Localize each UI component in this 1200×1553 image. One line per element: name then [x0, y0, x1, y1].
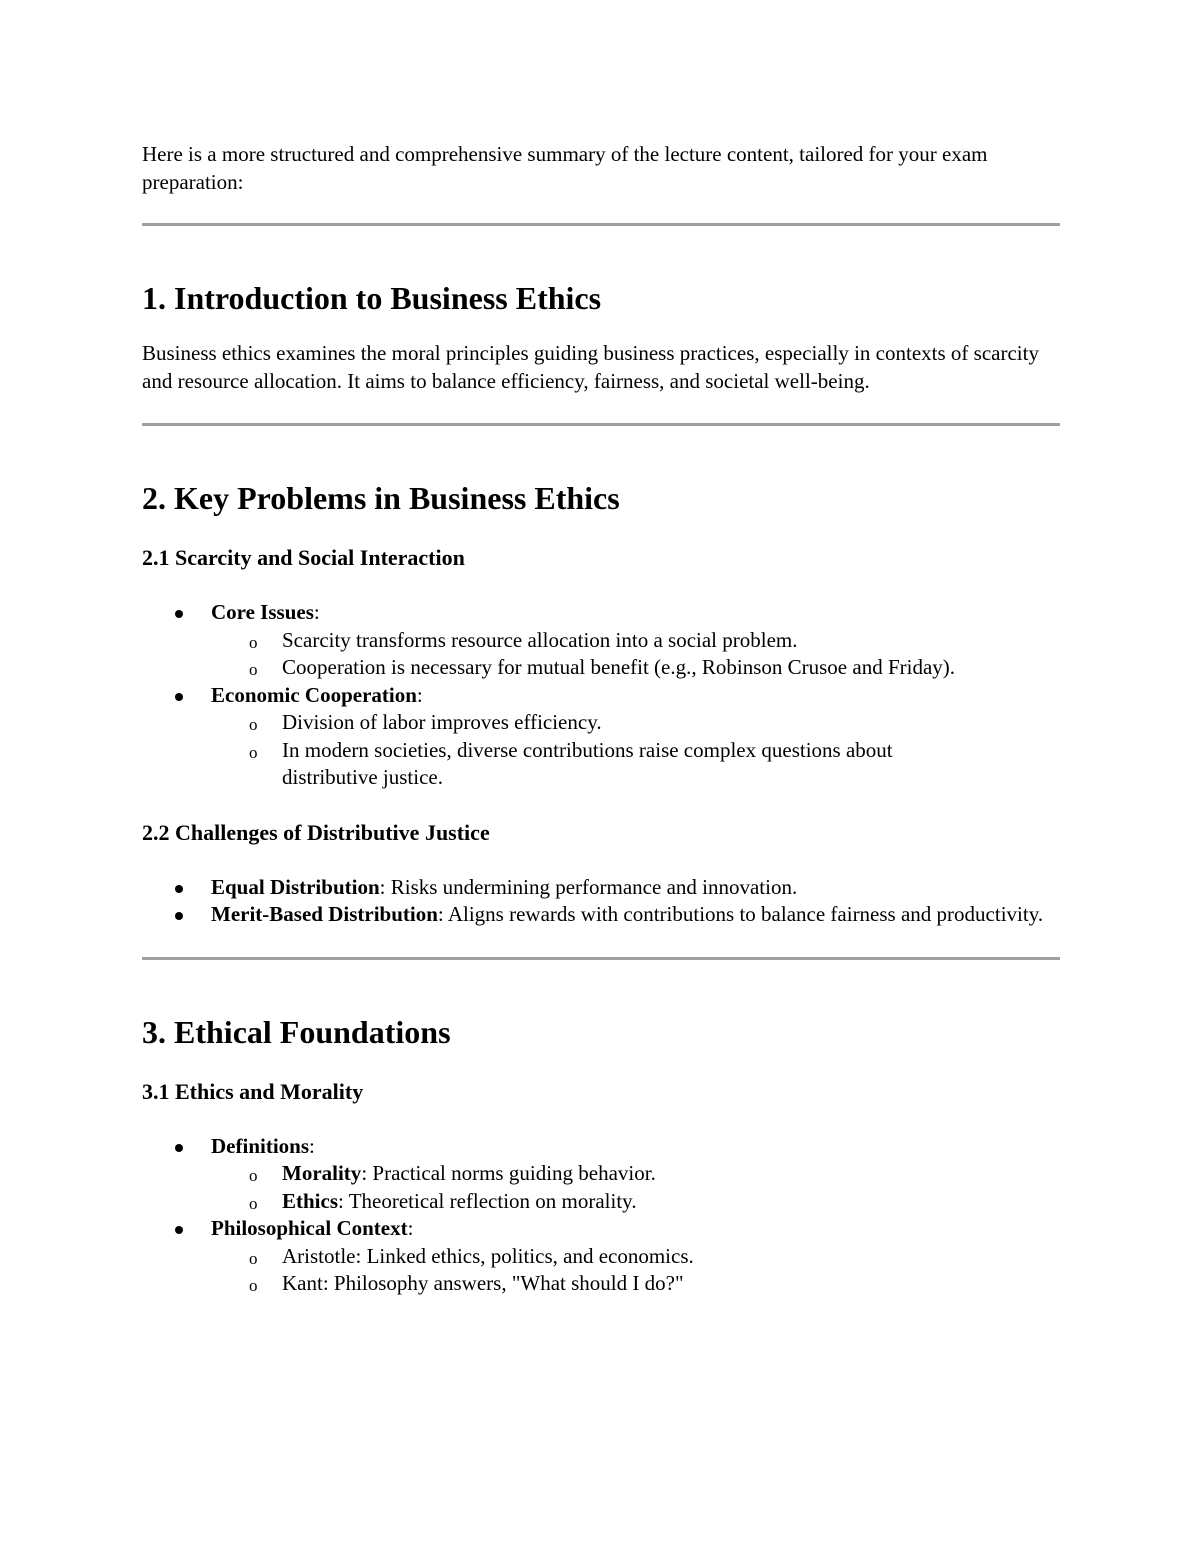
sub-list-item: [211, 737, 1060, 792]
item-label: Core Issues: [211, 600, 314, 624]
document-page: [142, 141, 1060, 1298]
sub-item-text: Cooperation is necessary for mutual benefit (e.g., Robinson Crusoe and Friday).: [282, 655, 956, 679]
sub-item-text: : Theoretical reflection on morality.: [338, 1188, 637, 1213]
sub-list-item: [211, 1160, 1060, 1188]
item-label: Economic Cooperation: [211, 682, 417, 707]
circle-bullet-icon: o: [249, 715, 258, 734]
sub-list-item: [211, 1270, 1060, 1298]
horizontal-rule: [142, 223, 1060, 226]
item-suffix: :: [407, 1216, 414, 1240]
bullet-list: [142, 599, 1060, 792]
subsection-3-1-heading: 3.1 Ethics and Morality: [142, 1078, 364, 1104]
bullet-icon: [175, 885, 183, 893]
sub-list-item: [211, 1188, 1060, 1216]
sub-item-text: Division of labor improves efficiency.: [282, 710, 602, 734]
sub-item-label: Morality: [282, 1161, 362, 1185]
bullet-list: [142, 1133, 1060, 1298]
item-label: Definitions: [211, 1133, 310, 1158]
sub-list-item: [211, 654, 1060, 682]
horizontal-rule: [142, 957, 1060, 960]
horizontal-rule: [142, 423, 1060, 426]
circle-bullet-icon: o: [249, 632, 258, 652]
sub-bullet-list: [211, 1243, 1060, 1298]
circle-bullet-icon: o: [249, 1193, 258, 1213]
bullet-icon: [175, 610, 183, 618]
bullet-icon: [175, 1144, 183, 1152]
section-1-paragraph: Business ethics examines the moral principles guiding business practices, especially in contexts of scarcity and resource allocation. It aims to balance efficiency, fairness, and societal well-being.: [142, 341, 1039, 393]
circle-bullet-icon: o: [249, 660, 258, 679]
item-text: : Aligns rewards with contributions to balance fairness and productivity.: [437, 902, 1044, 926]
sub-bullet-list: [211, 627, 1060, 682]
bullet-list: [142, 874, 1060, 929]
circle-bullet-icon: o: [249, 1248, 258, 1268]
circle-bullet-icon: o: [249, 1276, 258, 1295]
section-2-heading: 2. Key Problems in Business Ethics: [142, 480, 620, 516]
intro-paragraph: Here is a more structured and comprehensive summary of the lecture content, tailored for your exam preparation:: [142, 142, 988, 194]
list-item: [142, 874, 1060, 902]
section-1-heading: 1. Introduction to Business Ethics: [142, 280, 602, 316]
sub-item-text: Aristotle: Linked ethics, politics, and economics.: [282, 1243, 694, 1268]
sub-item-label: Ethics: [282, 1188, 339, 1213]
item-label: Equal Distribution: [211, 874, 380, 899]
list-item: [142, 1215, 1060, 1298]
bullet-icon: [175, 1226, 183, 1234]
item-suffix: :: [309, 1133, 315, 1158]
item-text: : Risks undermining performance and innovation.: [379, 874, 798, 899]
bullet-icon: [175, 693, 183, 701]
sub-bullet-list: [211, 1160, 1060, 1215]
list-item: [142, 682, 1060, 792]
list-item: [142, 599, 1060, 682]
circle-bullet-icon: o: [249, 742, 258, 762]
bullet-icon: [175, 912, 183, 920]
list-item: [142, 901, 1060, 929]
section-3-heading: 3. Ethical Foundations: [142, 1013, 451, 1050]
item-suffix: :: [416, 682, 423, 707]
sub-list-item: [211, 709, 1060, 737]
sub-list-item: [211, 627, 1060, 655]
sub-bullet-list: [211, 709, 1060, 792]
circle-bullet-icon: o: [249, 1166, 258, 1185]
subsection-2-2-heading: 2.2 Challenges of Distributive Justice: [142, 819, 490, 845]
item-label: Philosophical Context: [211, 1216, 408, 1240]
item-label: Merit-Based Distribution: [211, 902, 438, 926]
sub-item-text: In modern societies, diverse contributions raise complex questions about distributive justice.: [282, 737, 893, 789]
sub-item-text: : Practical norms guiding behavior.: [361, 1161, 656, 1185]
subsection-2-1-heading: 2.1 Scarcity and Social Interaction: [142, 545, 465, 570]
sub-item-text: Scarcity transforms resource allocation into a social problem.: [282, 627, 798, 652]
sub-list-item: [211, 1243, 1060, 1271]
item-suffix: :: [313, 600, 320, 624]
list-item: [142, 1133, 1060, 1216]
sub-item-text: Kant: Philosophy answers, "What should I do?": [282, 1271, 684, 1295]
